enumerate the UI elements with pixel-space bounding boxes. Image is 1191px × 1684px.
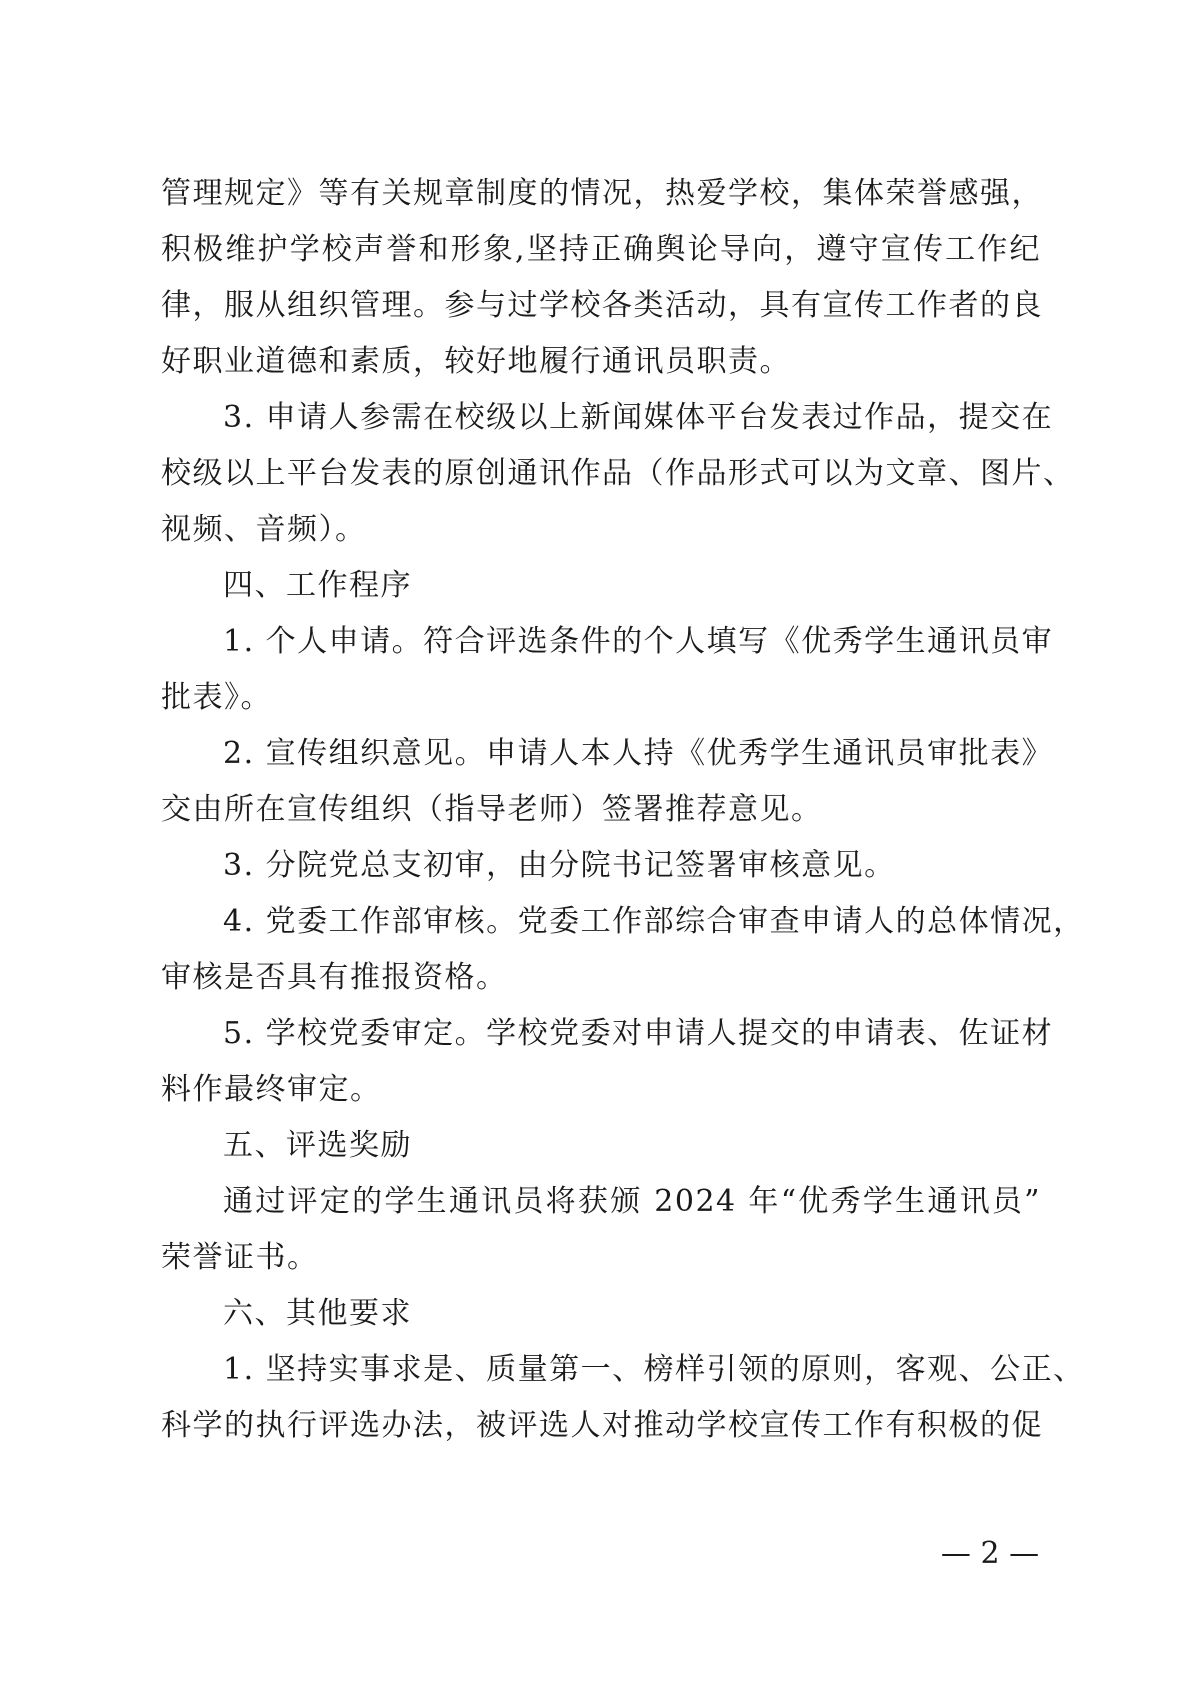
body-text-line: 4. 党委工作部审核。党委工作部综合审查申请人的总体情况， [223, 904, 1085, 939]
body-text-line: 律，服从组织管理。参与过学校各类活动，具有宣传工作者的良 [161, 288, 1043, 323]
body-text-line: 3. 申请人参需在校级以上新闻媒体平台发表过作品，提交在 [223, 400, 1054, 435]
body-text-line: 通过评定的学生通讯员将获颁 2024 年“优秀学生通讯员” [223, 1184, 1041, 1219]
body-text-line: 校级以上平台发表的原创通讯作品（作品形式可以为文章、图片、 [161, 456, 1075, 491]
body-text-line: 科学的执行评选办法，被评选人对推动学校宣传工作有积极的促 [161, 1408, 1043, 1443]
body-text-line: 3. 分院党总支初审，由分院书记签署审核意见。 [223, 848, 896, 883]
body-text-line: 交由所在宣传组织（指导老师）签署推荐意见。 [161, 792, 823, 827]
section-heading: 四、工作程序 [223, 568, 412, 603]
section-heading: 六、其他要求 [223, 1296, 412, 1331]
body-text-line: 料作最终审定。 [161, 1072, 382, 1107]
body-text-line: 批表》。 [161, 680, 272, 715]
body-text-line: 积极维护学校声誉和形象,坚持正确舆论导向，遵守宣传工作纪 [161, 232, 1041, 267]
document-body [161, 166, 1085, 1454]
body-text-line: 视频、音频）。 [161, 512, 367, 547]
body-text-line: 1. 个人申请。符合评选条件的个人填写《优秀学生通讯员审 [223, 624, 1054, 659]
body-text-line: 2. 宣传组织意见。申请人本人持《优秀学生通讯员审批表》 [223, 736, 1054, 771]
page-number: — 2 — [940, 1536, 1040, 1571]
section-heading: 五、评选奖励 [223, 1128, 412, 1163]
body-text-line: 审核是否具有推报资格。 [161, 960, 508, 995]
body-text-line: 5. 学校党委审定。学校党委对申请人提交的申请表、佐证材 [223, 1016, 1054, 1051]
body-text-line: 1. 坚持实事求是、质量第一、榜样引领的原则，客观、公正、 [223, 1352, 1085, 1387]
body-text-line: 荣誉证书。 [161, 1240, 319, 1275]
body-text-line: 管理规定》等有关规章制度的情况，热爱学校，集体荣誉感强， [161, 176, 1043, 211]
body-text-line: 好职业道德和素质，较好地履行通讯员职责。 [161, 344, 791, 379]
